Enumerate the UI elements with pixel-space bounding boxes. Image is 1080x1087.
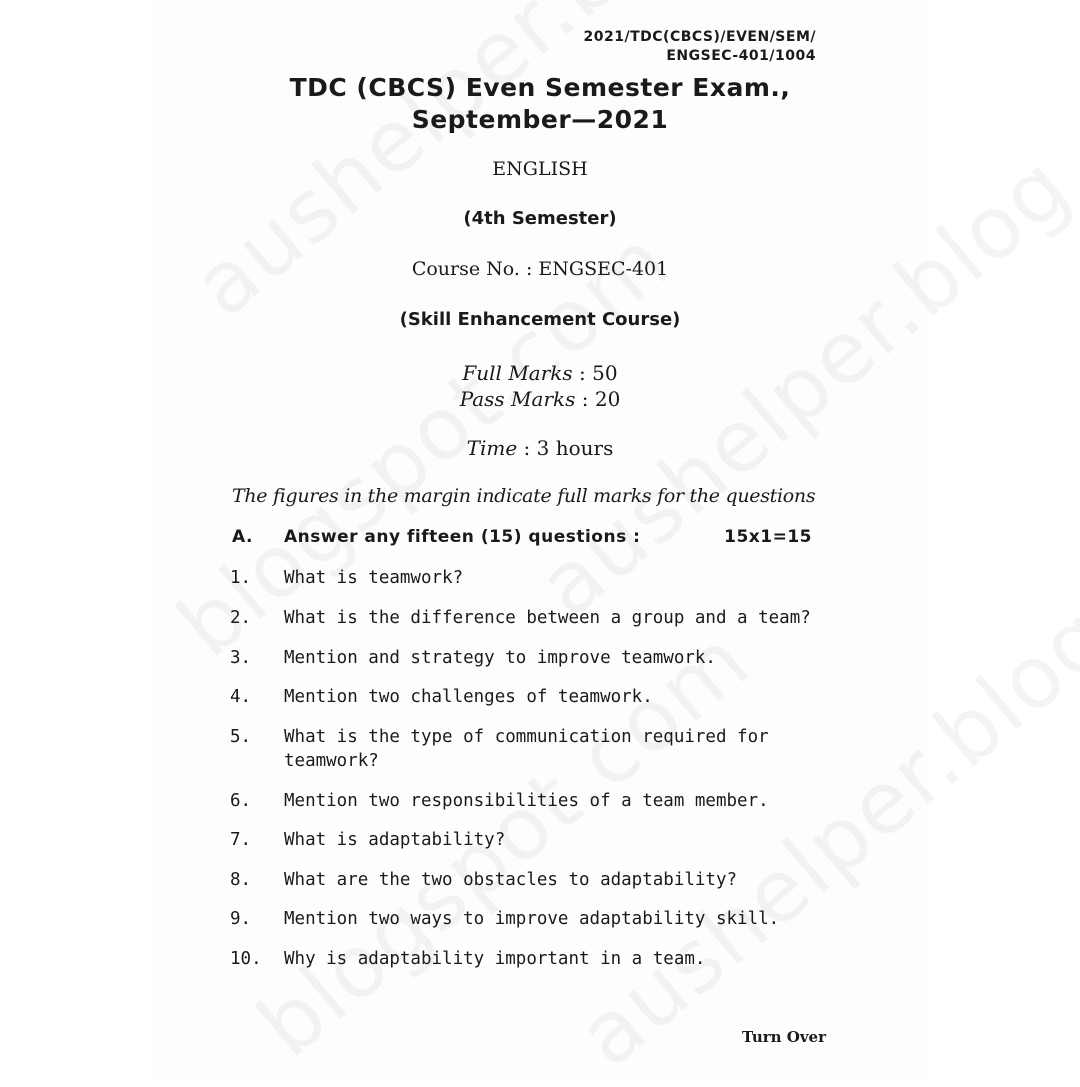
question-item [230, 725, 812, 773]
paper-code-line2: ENGSEC-401/1004 [666, 48, 816, 64]
pass-marks-label: Pass Marks [459, 387, 576, 411]
question-number: 10. [230, 949, 262, 969]
question-number: 2. [230, 608, 252, 628]
marks-block [152, 360, 928, 412]
course-number: Course No. : ENGSEC-401 [411, 258, 669, 280]
question-text: Mention two responsibilities of a team member. [284, 791, 769, 811]
question-item [230, 868, 812, 892]
question-list [230, 566, 812, 971]
question-item [230, 685, 812, 709]
question-item [230, 947, 812, 971]
full-marks-label: Full Marks [462, 361, 573, 385]
question-item [230, 646, 812, 670]
question-text: Mention two ways to improve adaptability skill. [284, 909, 780, 929]
question-text: Mention and strategy to improve teamwork. [284, 648, 716, 668]
question-text: Mention two challenges of teamwork. [284, 687, 653, 707]
question-item [230, 828, 812, 852]
paper-code-line1: 2021/TDC(CBCS)/EVEN/SEM/ [583, 29, 816, 45]
time-block [152, 436, 928, 460]
paper-code [584, 28, 816, 66]
section-instruction: Answer any fifteen (15) questions : [284, 527, 641, 547]
question-text: What is adaptability? [284, 830, 506, 850]
semester: (4th Semester) [463, 208, 617, 229]
time-label: Time [466, 436, 518, 460]
question-text: What is the type of communication required for teamwork? [284, 727, 769, 771]
question-number: 3. [230, 648, 252, 668]
question-number: 4. [230, 687, 252, 707]
question-text: Why is adaptability important in a team. [284, 949, 706, 969]
question-item [230, 606, 812, 630]
question-item [230, 566, 812, 590]
question-number: 8. [230, 870, 252, 890]
question-number: 5. [230, 727, 252, 747]
exam-title [152, 72, 928, 136]
time-value: : 3 hours [523, 436, 614, 460]
question-number: 6. [230, 791, 252, 811]
exam-title-line2: September—2021 [411, 105, 669, 134]
pass-marks-value: : 20 [581, 387, 621, 411]
question-item [230, 907, 812, 931]
question-text: What is the difference between a group and a team? [284, 608, 811, 628]
pass-marks [152, 386, 928, 412]
question-number: 7. [230, 830, 252, 850]
turn-over-label: Turn Over [742, 1028, 826, 1046]
question-item [230, 789, 812, 813]
subject: ENGLISH [492, 158, 588, 180]
question-number: 9. [230, 909, 252, 929]
exam-title-line1: TDC (CBCS) Even Semester Exam., [289, 73, 791, 102]
section-header [232, 527, 812, 547]
section-marks: 15x1=15 [724, 527, 812, 547]
instruction-note: The figures in the margin indicate full marks for the questions [232, 485, 816, 507]
course-type: (Skill Enhancement Course) [399, 309, 681, 330]
question-text: What is teamwork? [284, 568, 464, 588]
full-marks-value: : 50 [579, 361, 618, 385]
question-text: What are the two obstacles to adaptability? [284, 870, 738, 890]
full-marks [152, 360, 928, 386]
question-number: 1. [230, 568, 252, 588]
section-letter: A. [232, 527, 253, 547]
